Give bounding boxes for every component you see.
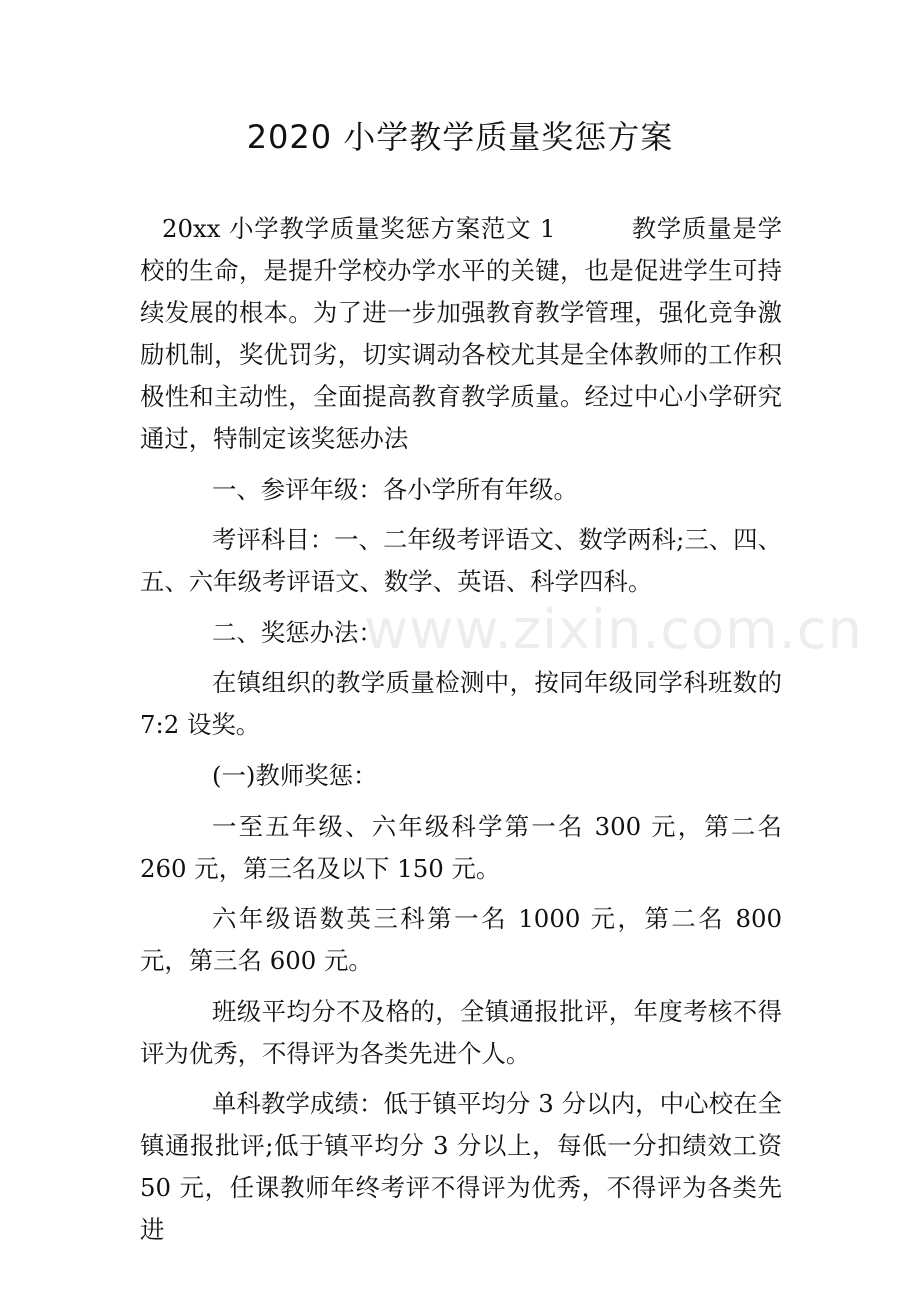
paragraph-subjects: 考评科目：一、二年级考评语文、数学两科;三、四、五、六年级考评语文、数学、英语、科学四科。 (140, 525, 782, 597)
paragraph-intro: 20xx 小学教学质量奖惩方案范文 1 教学质量是学校的生命，是提升学校办学水平的关键，也是促进学生可持续发展的根本。为了进一步加强教育教学管理，强化竞争激励机制，奖优罚劣，切实调动各校尤其是全体教师的工作积极性和主动性，全面提高教育教学质量。经过中心小学研究通过，特制定该奖惩办法 (140, 214, 782, 453)
watermark: www.zixin.com.cn (364, 598, 863, 661)
section-heading-methods: 二、奖惩办法： (212, 617, 383, 647)
paragraph-class-average: 班级平均分不及格的，全镇通报批评，年度考核不得评为优秀，不得评为各类先进个人。 (140, 996, 782, 1068)
paragraph-award-grade-6: 六年级语数英三科第一名 1000 元，第二名 800 元，第三名 600 元。 (140, 904, 782, 976)
paragraph-award-ratio: 在镇组织的教学质量检测中，按同年级同学科班数的 7:2 设奖。 (140, 668, 782, 740)
document-body (140, 208, 782, 1260)
paragraph-award-grades-1-5: 一至五年级、六年级科学第一名 300 元，第二名 260 元，第三名及以下 150 元。 (140, 811, 782, 883)
paragraph-grades: 一、参评年级：各小学所有年级。 (212, 474, 578, 504)
paragraph-single-subject: 单科教学成绩：低于镇平均分 3 分以内，中心校在全镇通报批评;低于镇平均分 3 分以上，每低一分扣绩效工资 50 元，任课教师年终考评不得评为优秀，不得评为各类先进 (140, 1089, 782, 1245)
section-heading-teacher: (一)教师奖惩： (212, 760, 378, 790)
document-title: 2020 小学教学质量奖惩方案 (246, 118, 674, 156)
